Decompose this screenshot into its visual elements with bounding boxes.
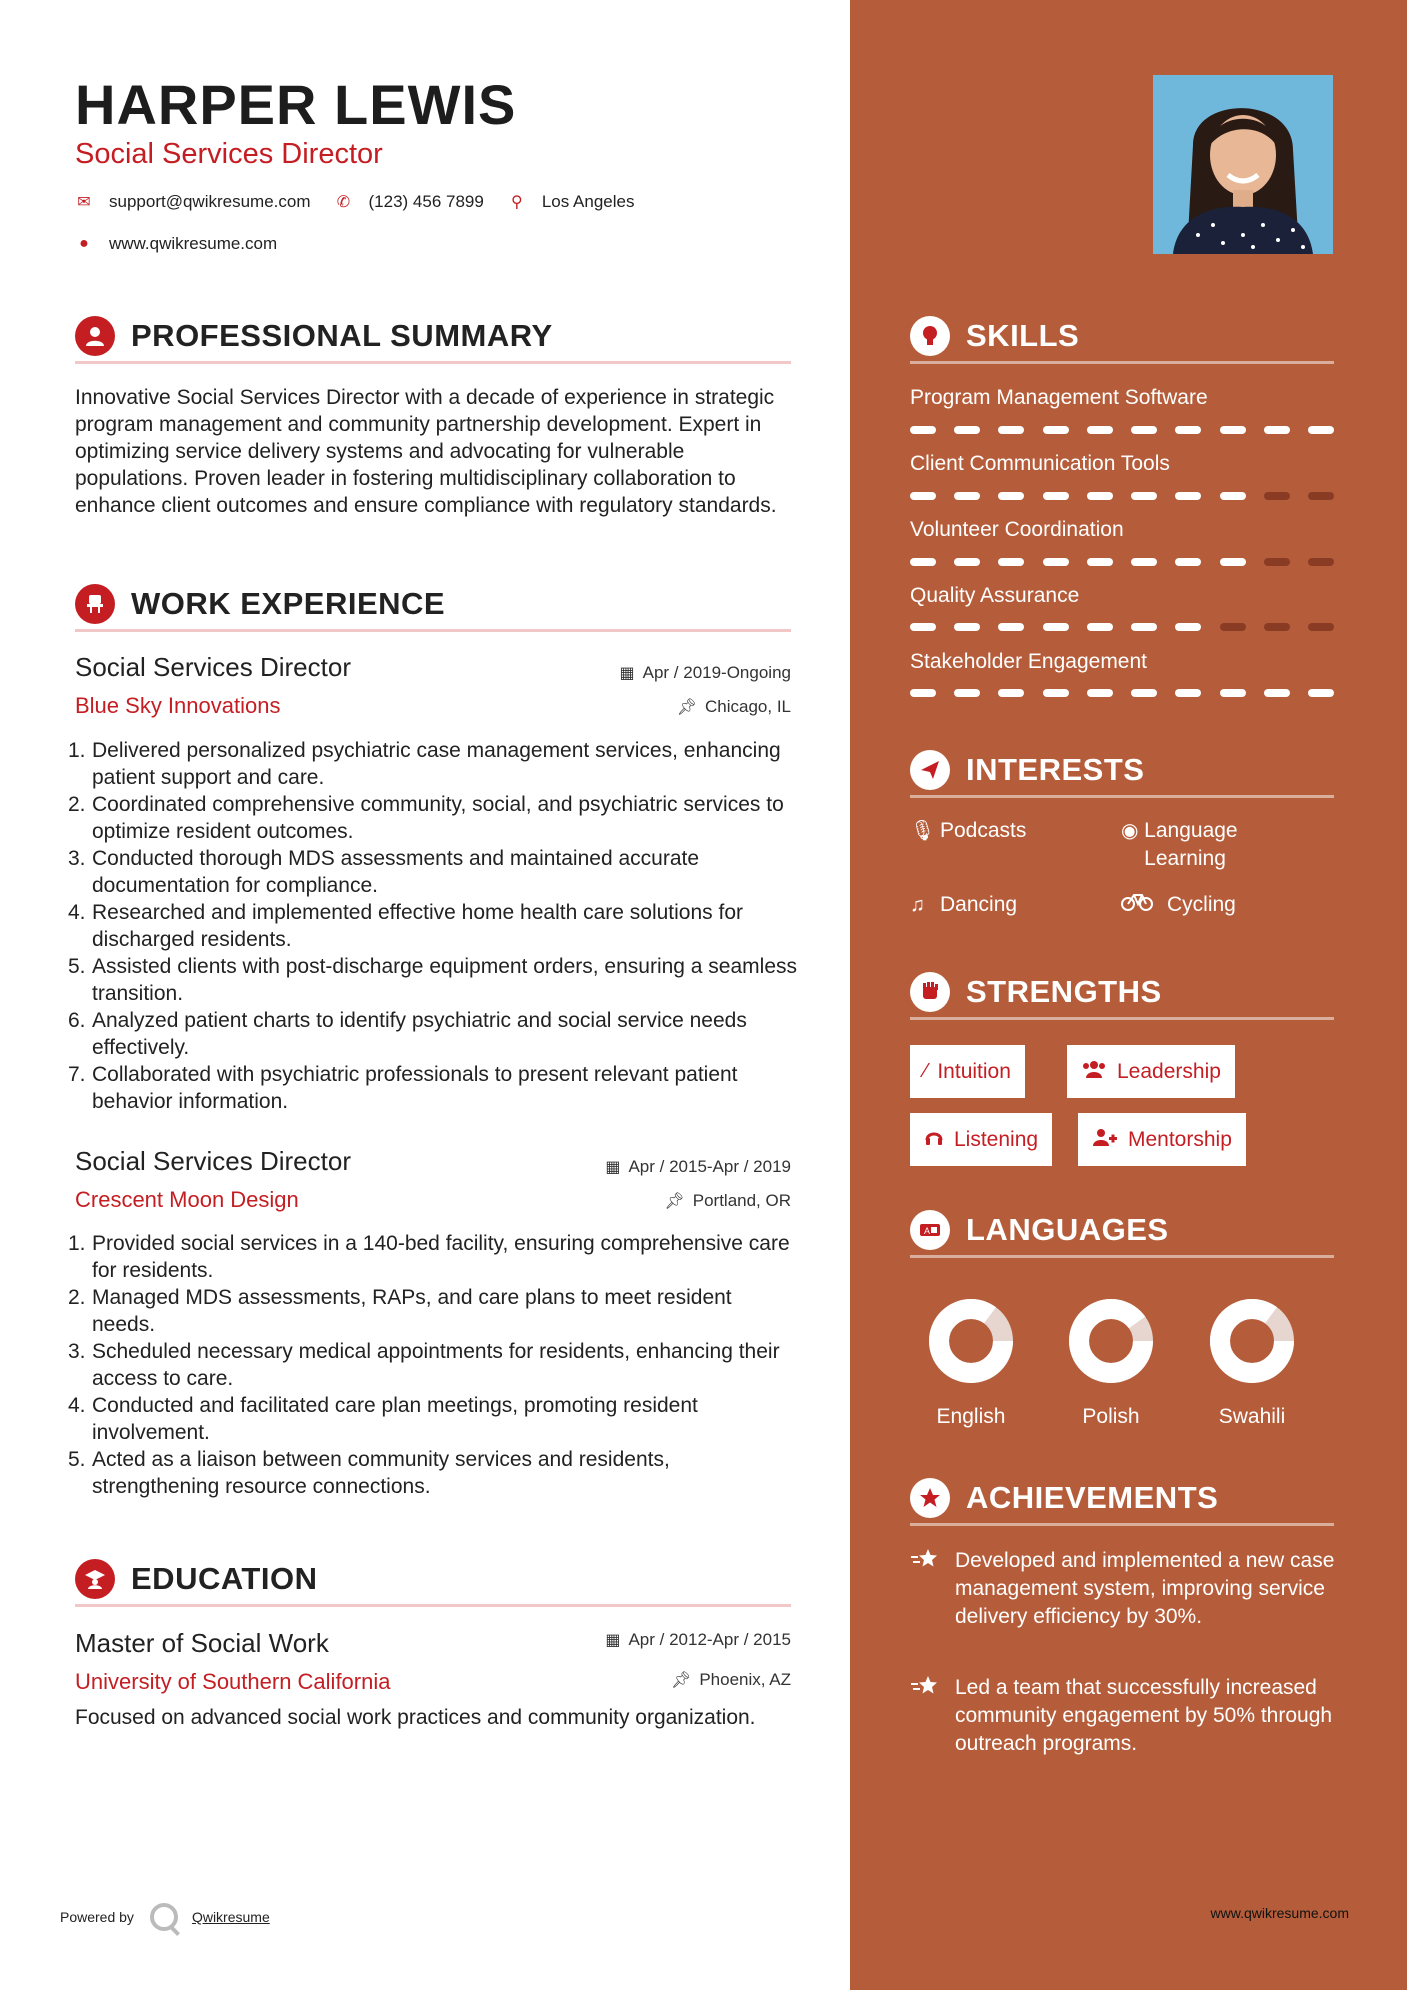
skill-dash-filled xyxy=(1087,492,1113,500)
interest-label: Podcasts xyxy=(940,819,1027,842)
list-item: 3. Conducted thorough MDS assessments and maintained accurate documentation for compliance. xyxy=(68,847,700,897)
achievement-text: Developed and implemented a new case management system, improving service delivery efficiency by 30%. xyxy=(955,1549,1335,1628)
job-company: Crescent Moon Design xyxy=(75,1187,299,1212)
language-item xyxy=(1056,1295,1166,1428)
language-name: Swahili xyxy=(1218,1405,1286,1428)
website[interactable]: www.qwikresume.com xyxy=(109,234,278,253)
skill-dash-filled xyxy=(1131,426,1157,434)
phone-icon: ✆ xyxy=(336,194,351,211)
job-dates xyxy=(619,663,791,683)
skills-heading xyxy=(910,310,1334,364)
achievements-heading xyxy=(910,1472,1334,1526)
skill-dash-filled xyxy=(910,623,936,631)
summary-title: PROFESSIONAL SUMMARY xyxy=(131,317,553,353)
interest-label: Dancing xyxy=(940,893,1018,916)
skill-dash-empty xyxy=(1308,558,1334,566)
skill-dash-filled xyxy=(910,689,936,697)
user-plus-icon xyxy=(1092,1127,1118,1153)
school: University of Southern California xyxy=(75,1669,391,1694)
list-item: 3. Scheduled necessary medical appointments for residents, enhancing their access to care. xyxy=(68,1340,780,1390)
job-title: Social Services Director xyxy=(75,1146,351,1176)
strength-label: Listening xyxy=(954,1127,1039,1151)
skill-dash-filled xyxy=(1220,689,1246,697)
interest-label: Cycling xyxy=(1167,893,1236,916)
skill-name: Volunteer Coordination xyxy=(910,518,1124,541)
skill-bar xyxy=(910,623,1334,631)
language-item xyxy=(916,1295,1026,1428)
skill-dash-filled xyxy=(1087,558,1113,566)
qwikresume-link[interactable]: Qwikresume xyxy=(191,1909,270,1925)
job-dates xyxy=(605,1157,791,1177)
language-donut-fill xyxy=(1079,1309,1143,1373)
calendar-icon: ▦ xyxy=(605,1159,621,1176)
strength-label: Leadership xyxy=(1117,1059,1221,1083)
skill-bar xyxy=(910,492,1334,500)
skill-bar xyxy=(910,558,1334,566)
skill-dash-filled xyxy=(1087,689,1113,697)
skill-dash-filled xyxy=(1175,492,1201,500)
skill-dash-empty xyxy=(1308,492,1334,500)
strengths-heading xyxy=(910,966,1334,1020)
language-donut xyxy=(1197,1295,1307,1387)
skill-dash-filled xyxy=(1043,623,1069,631)
skill-dash-empty xyxy=(1220,623,1246,631)
languages-heading xyxy=(910,1204,1334,1258)
pushpin-icon: 📌︎ xyxy=(664,1193,685,1210)
skill-dash-filled xyxy=(1175,426,1201,434)
skill-dash-filled xyxy=(1220,492,1246,500)
skill-dash-empty xyxy=(1264,558,1290,566)
strength-tag xyxy=(1067,1045,1235,1098)
users-icon xyxy=(1081,1059,1107,1085)
skill-dash-filled xyxy=(910,492,936,500)
skill-dash-filled xyxy=(1175,623,1201,631)
skill-bar xyxy=(910,689,1334,697)
list-item: 4. Conducted and facilitated care plan meetings, promoting resident involvement. xyxy=(68,1394,698,1444)
globe-icon: ● xyxy=(79,235,89,252)
powered-by-label: Powered by xyxy=(60,1909,134,1925)
list-item: 4. Researched and implemented effective home health care solutions for discharged residents. xyxy=(68,901,743,951)
skill-dash-filled xyxy=(1043,492,1069,500)
education-location-text: Phoenix, AZ xyxy=(699,1670,791,1689)
strength-tag xyxy=(910,1113,1052,1166)
headphones-icon xyxy=(924,1127,944,1153)
skill-dash-filled xyxy=(998,426,1024,434)
skill-name: Client Communication Tools xyxy=(910,452,1170,475)
calendar-icon: ▦ xyxy=(619,665,635,682)
skill-dash-filled xyxy=(1308,426,1334,434)
skill-dash-filled xyxy=(954,492,980,500)
skill-dash-filled xyxy=(954,558,980,566)
skill-dash-filled xyxy=(1175,689,1201,697)
list-item: 1. Provided social services in a 140-bed facility, ensuring comprehensive care for residents. xyxy=(68,1232,790,1282)
skill-dash-filled xyxy=(1175,558,1201,566)
summary-heading xyxy=(75,310,791,364)
magic-wand-icon: ⁄ xyxy=(924,1060,928,1082)
graduate-icon xyxy=(75,1559,115,1599)
interest-label: Language Learning xyxy=(1144,819,1238,870)
strength-tag xyxy=(910,1045,1025,1098)
contact-row-2 xyxy=(75,234,301,254)
language-icon xyxy=(910,1210,950,1250)
education-description: Focused on advanced social work practices and community organization. xyxy=(75,1706,756,1729)
pushpin-icon: 📌︎ xyxy=(676,699,697,716)
languages-title: LANGUAGES xyxy=(966,1211,1169,1247)
education-dates xyxy=(605,1630,791,1650)
paper-plane-icon xyxy=(910,750,950,790)
skill-dash-filled xyxy=(1087,426,1113,434)
skill-dash-filled xyxy=(998,623,1024,631)
interest-item xyxy=(910,817,1026,845)
skills-title: SKILLS xyxy=(966,317,1080,353)
skill-dash-filled xyxy=(1131,623,1157,631)
skill-dash-filled xyxy=(1131,492,1157,500)
achievement-text: Led a team that successfully increased community engagement by 50% through outreach programs. xyxy=(955,1676,1333,1755)
email[interactable]: support@qwikresume.com xyxy=(109,192,311,211)
list-item: 5. Acted as a liaison between community services and residents, strengthening resource connections. xyxy=(68,1448,670,1498)
skill-dash-filled xyxy=(954,623,980,631)
job-location xyxy=(664,1191,791,1211)
job-dates-text: Apr / 2019-Ongoing xyxy=(642,663,791,682)
skill-dash-filled xyxy=(910,426,936,434)
footer-powered-by xyxy=(60,1903,270,1931)
candidate-name: HARPER LEWIS xyxy=(75,73,517,136)
job-dates-text: Apr / 2015-Apr / 2019 xyxy=(628,1157,791,1176)
job-location xyxy=(677,697,791,717)
interest-item xyxy=(1121,891,1236,919)
skill-dash-filled xyxy=(998,558,1024,566)
education-location xyxy=(671,1670,791,1690)
job-bullets xyxy=(68,1230,798,1500)
language-item xyxy=(1197,1295,1307,1428)
skill-dash-filled xyxy=(1220,558,1246,566)
language-name: English xyxy=(936,1405,1006,1428)
interest-item xyxy=(1121,817,1281,873)
experience-heading xyxy=(75,578,791,632)
list-item: 7. Collaborated with psychiatric professionals to present relevant patient behavior information. xyxy=(68,1063,738,1113)
language-donut xyxy=(1056,1295,1166,1387)
envelope-icon: ✉ xyxy=(77,194,91,211)
skill-dash-filled xyxy=(1264,689,1290,697)
skill-dash-filled xyxy=(954,689,980,697)
skill-dash-empty xyxy=(1308,623,1334,631)
strength-tag xyxy=(1078,1113,1246,1166)
skill-bar xyxy=(910,426,1334,434)
interests-heading xyxy=(910,744,1334,798)
skill-name: Quality Assurance xyxy=(910,584,1080,607)
achievement-item xyxy=(910,1547,1340,1631)
job-title: Social Services Director xyxy=(75,652,351,682)
summary-text: Innovative Social Services Director with a decade of experience in strategic program management and community partnership development. Expert in optimizing service delivery systems and advocating for vulnerable populations. Proven leader in fostering multidisciplinary collaboration to enhance client outcomes and ensure compliance with regulatory standards. xyxy=(75,386,777,517)
music-icon: ♫ xyxy=(910,894,925,916)
fist-icon xyxy=(910,972,950,1012)
education-dates-text: Apr / 2012-Apr / 2015 xyxy=(628,1630,791,1649)
skill-dash-filled xyxy=(1308,689,1334,697)
footer-url[interactable]: www.qwikresume.com xyxy=(1210,1905,1349,1921)
skill-dash-filled xyxy=(1043,558,1069,566)
pushpin-icon: 📌︎ xyxy=(671,1672,692,1689)
degree: Master of Social Work xyxy=(75,1628,329,1658)
skill-dash-filled xyxy=(1131,558,1157,566)
skill-dash-filled xyxy=(1131,689,1157,697)
skill-dash-filled xyxy=(1264,426,1290,434)
skill-dash-filled xyxy=(1087,623,1113,631)
qwikresume-logo-icon xyxy=(150,1903,178,1931)
candidate-title: Social Services Director xyxy=(75,138,383,170)
job-company: Blue Sky Innovations xyxy=(75,693,281,718)
skill-dash-filled xyxy=(998,689,1024,697)
skill-name: Program Management Software xyxy=(910,386,1208,409)
bicycle-icon xyxy=(1121,891,1165,919)
job-location-text: Portland, OR xyxy=(692,1191,791,1210)
list-item: 2. Coordinated comprehensive community, social, and psychiatric services to optimize resident outcomes. xyxy=(68,793,784,843)
strength-label: Intuition xyxy=(937,1059,1011,1083)
list-item: 1. Delivered personalized psychiatric case management services, enhancing patient support and care. xyxy=(68,739,781,789)
chair-icon xyxy=(75,584,115,624)
globe-icon: ◉ xyxy=(1121,820,1139,842)
location: Los Angeles xyxy=(541,192,635,211)
job-location-text: Chicago, IL xyxy=(705,697,791,716)
interest-item xyxy=(910,891,1017,919)
skill-dash-filled xyxy=(1043,689,1069,697)
strengths-title: STRENGTHS xyxy=(966,973,1162,1009)
job-bullets xyxy=(68,737,798,1115)
lightbulb-icon xyxy=(910,316,950,356)
list-item: 5. Assisted clients with post-discharge equipment orders, ensuring a seamless transition. xyxy=(68,955,798,1005)
experience-title: WORK EXPERIENCE xyxy=(131,585,446,621)
skill-dash-filled xyxy=(1220,426,1246,434)
phone[interactable]: (123) 456 7899 xyxy=(368,192,484,211)
skill-name: Stakeholder Engagement xyxy=(910,650,1147,673)
list-item: 2. Managed MDS assessments, RAPs, and care plans to meet resident needs. xyxy=(68,1286,732,1336)
shooting-star-icon xyxy=(910,1547,955,1631)
map-pin-icon: ⚲ xyxy=(510,194,523,211)
language-name: Polish xyxy=(1082,1405,1140,1428)
contact-row xyxy=(75,192,658,212)
skill-dash-filled xyxy=(998,492,1024,500)
skill-dash-filled xyxy=(910,558,936,566)
microphone-icon: 🎙︎ xyxy=(910,820,936,842)
education-title: EDUCATION xyxy=(131,1560,318,1596)
star-badge-icon xyxy=(910,1478,950,1518)
language-donut xyxy=(916,1295,1026,1387)
skill-dash-filled xyxy=(1043,426,1069,434)
achievements-title: ACHIEVEMENTS xyxy=(966,1479,1219,1515)
interests-title: INTERESTS xyxy=(966,751,1145,787)
education-heading xyxy=(75,1553,791,1607)
calendar-icon: ▦ xyxy=(605,1632,621,1649)
skill-dash-empty xyxy=(1264,623,1290,631)
profile-photo xyxy=(1153,75,1333,254)
list-item: 6. Analyzed patient charts to identify psychiatric and social service needs effectively. xyxy=(68,1009,747,1059)
strength-label: Mentorship xyxy=(1128,1127,1232,1151)
shooting-star-icon xyxy=(910,1674,955,1758)
svg-text:A: A xyxy=(924,1225,931,1236)
user-icon xyxy=(75,316,115,356)
skill-dash-empty xyxy=(1264,492,1290,500)
skill-dash-filled xyxy=(954,426,980,434)
achievement-item xyxy=(910,1674,1340,1758)
